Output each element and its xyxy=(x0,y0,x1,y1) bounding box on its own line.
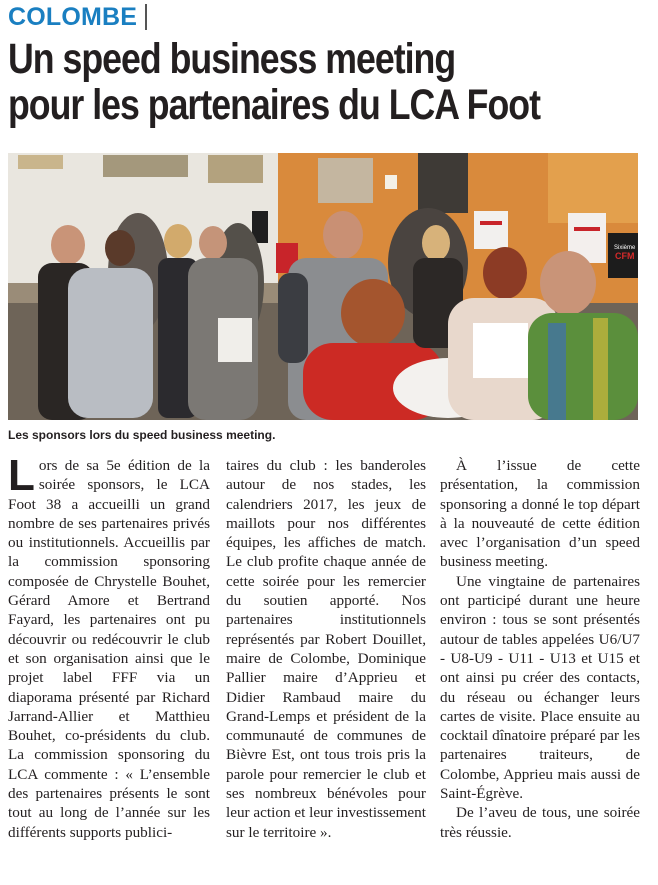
headline xyxy=(8,36,543,128)
rubric-divider xyxy=(145,4,147,30)
jersey-subtext: Sixième xyxy=(614,245,636,251)
column-3-paragraph-1: À l’issue de cette présentation, la commission sponsoring a donné le top départ à la nouveauté de cette édition avec l’organisation d’un speed business meeting. xyxy=(440,457,640,571)
section-rubric xyxy=(8,2,147,32)
column-2-text: taires du club : les banderoles autour de nos stades, les calendriers 2017, les jeux de maillots pour nos différentes équipes, les affiches de match. Le club profite chaque année de cette soirée pour les remercier du soutien apporté. Nos partenaires institutionnels représentés par Robert Douillet, maire de Colombe, Dominique Pallier maire d’Apprieu et Didier Rambaud maire du Grand-Lemps et président de la communauté de communes de Bièvre Est, ont tous trois pris la parole pour remercier le club et ses nombreux bénévoles pour leur action et leur investissement sur le territoire ». xyxy=(226,457,426,841)
headline-line-1: Un speed business meeting xyxy=(8,35,456,83)
section-label: COLOMBE xyxy=(8,2,138,31)
column-3-paragraph-3: De l’aveu de tous, une soirée très réussie. xyxy=(440,804,640,841)
article-column-1 xyxy=(8,451,210,842)
jersey-text: CFM xyxy=(615,251,635,261)
event-photo xyxy=(8,153,638,420)
column-1-text: ors de sa 5e édition de la soirée sponsors, le LCA Foot 38 a accueilli un grand nombre de ses partenaires privés ou institutionnels. Accueillis par la commission sponsoring composée de Chrystelle Bouhet, Gérard Amore et Bertrand Fayard, les partenaires ont pu découvrir ou redécouvrir le club et son organisation ainsi que le projet label FFF via un diaporama présenté par Richard Jarrand-Allier et Matthieu Bouhet, co-présidents du club. La commission sponsoring du LCA commente : « L’ensemble des partenaires présents le sont tout au long de l’année sur les différents supports publici- xyxy=(8,457,210,841)
article-column-3 xyxy=(440,456,640,842)
drop-cap: L xyxy=(8,451,35,500)
column-3-paragraph-2: Une vingtaine de partenaires ont participé durant une heure environ : tous se sont présentés autour de tables appelées U6/U7 - U8-U9 - U11 - U13 et U15 et ont ainsi pu créer des contacts, du réseau ou échanger leurs cartes de visite. Place ensuite au cocktail dînatoire préparé par les partenaires traiteurs, de Colombe, Apprieu mais aussi de Saint-Égrève. xyxy=(440,572,640,803)
photo-caption: Les sponsors lors du speed business meeting. xyxy=(8,428,276,442)
photo-illustration xyxy=(8,153,638,420)
article-column-2 xyxy=(226,456,426,842)
article-paragraph xyxy=(8,451,210,842)
headline-line-2: pour les partenaires du LCA Foot xyxy=(8,81,540,129)
